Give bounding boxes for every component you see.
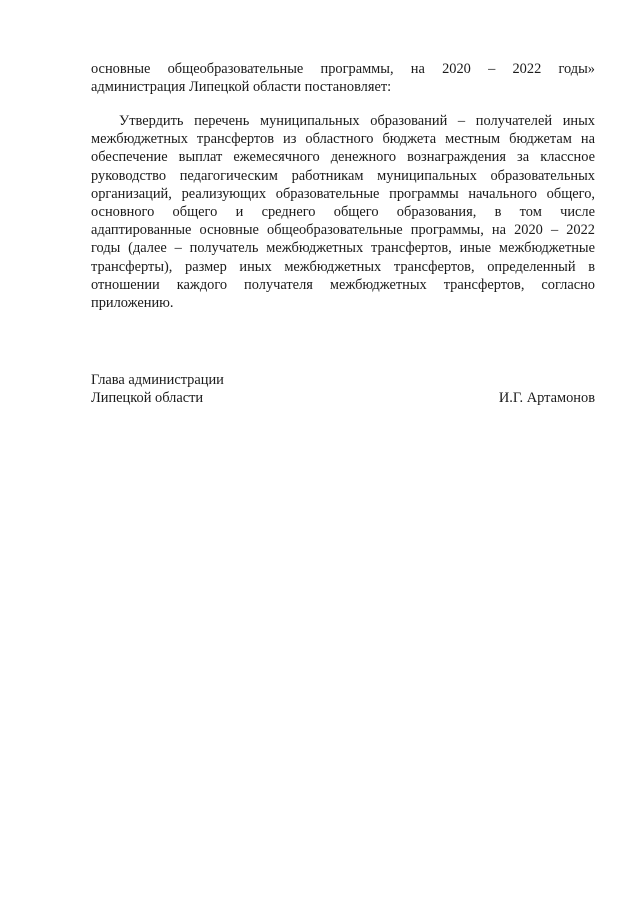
paragraph-line-11: приложению. [91,295,174,312]
paragraph-line-2: межбюджетных трансфертов из областного бюджета местным бюджетам на [91,131,595,148]
main-paragraph [91,112,595,312]
signature-row-2 [91,389,595,407]
paragraph-line-5: организаций, реализующих образовательные программы начального общего, [91,185,595,202]
paragraph-line-7: адаптированные основные общеобразовательные программы, на 2020 – 2022 [91,222,595,239]
paragraph-line-3: обеспечение выплат ежемесячного денежного вознаграждения за классное [91,149,595,166]
signature-title-line-1: Глава администрации [91,372,224,388]
paragraph-line-4: руководство педагогическим работникам муниципальных образовательных [91,167,595,184]
signature-block [91,371,595,407]
paragraph-line-9: трансферты), размер иных межбюджетных трансфертов, определенный в [91,258,595,275]
signature-title-line-2: Липецкой области [91,390,204,407]
intro-line-2: администрация Липецкой области постановляет: [91,79,392,96]
paragraph-line-1: Утвердить перечень муниципальных образований – получателей иных [119,113,595,129]
intro-text [91,60,595,96]
paragraph-line-10: отношении каждого получателя межбюджетных трансфертов, согласно [91,276,595,293]
signature-row-1 [91,371,595,389]
intro-line-1: основные общеобразовательные программы, на 2020 – 2022 годы» [91,61,595,77]
signatory-name: И.Г. Артамонов [498,390,595,407]
paragraph-line-6: основного общего и среднего общего образования, в том числе [91,204,595,221]
paragraph-line-8: годы (далее – получатель межбюджетных трансфертов, иные межбюджетные [91,240,595,257]
